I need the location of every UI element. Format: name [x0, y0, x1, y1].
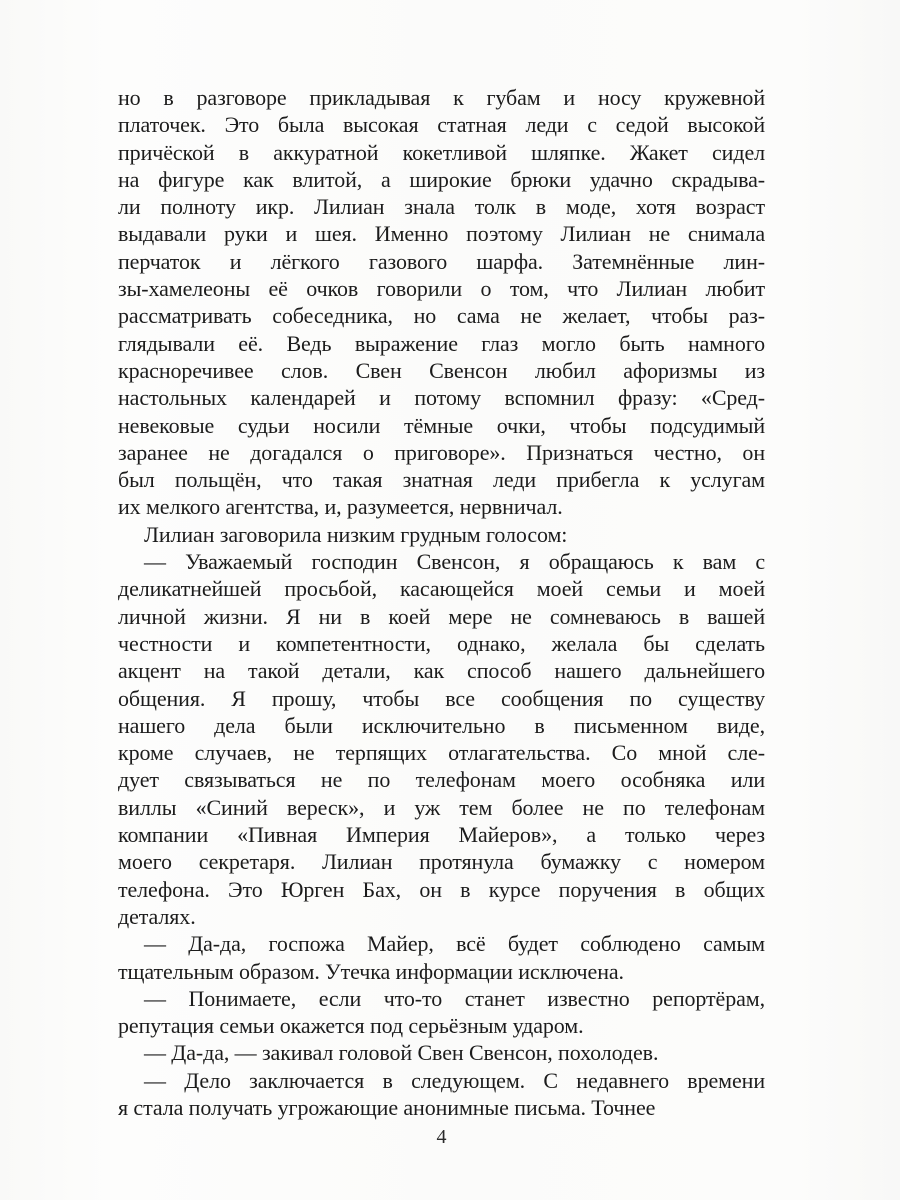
text-line: рассматривать собеседника, но сама не желает, чтобы раз- [118, 303, 765, 329]
text-line: акцент на такой детали, как способ нашего дальнейшего [118, 658, 765, 684]
text-line: — Уважаемый господин Свенсон, я обращаюсь к вам с [144, 549, 765, 575]
text-line: невековые судьи носили тёмные очки, чтобы подсудимый [118, 412, 765, 438]
paragraph [118, 985, 765, 1040]
page-text-block [118, 84, 765, 1121]
text-line: настольных календарей и потому вспомнил фразу: «Сред- [118, 385, 765, 411]
text-line: на фигуре как влитой, а широкие брюки удачно скрадыва- [118, 166, 765, 192]
text-line: тщательным образом. Утечка информации исключена. [118, 958, 624, 984]
text-line: — Да-да, — закивал головой Свен Свенсон, похолодев. [144, 1040, 659, 1066]
text-line: нашего дела были исключительно в письменном виде, [118, 712, 765, 738]
text-line: телефона. Это Юрген Бах, он в курсе поручения в общих [118, 876, 765, 902]
page-number: 4 [436, 1126, 447, 1148]
paragraph [118, 84, 765, 521]
text-line: компании «Пивная Империя Майеров», а только через [118, 822, 765, 848]
text-line: платочек. Это была высокая статная леди с седой высокой [118, 112, 765, 138]
paragraph [118, 1039, 765, 1066]
text-line: общения. Я прошу, чтобы все сообщения по существу [118, 685, 765, 711]
text-line: личной жизни. Я ни в коей мере не сомневаюсь в вашей [118, 603, 765, 629]
text-line: причёской в аккуратной кокетливой шляпке. Жакет сидел [118, 139, 765, 165]
text-line: глядывали её. Ведь выражение глаз могло быть намного [118, 330, 765, 356]
text-line: кроме случаев, не терпящих отлагательства. Со мной сле- [118, 740, 765, 766]
paragraph [118, 1067, 765, 1122]
text-line: честности и компетентности, однако, желала бы сделать [118, 630, 765, 656]
text-line: деликатнейшей просьбой, касающейся моей семьи и моей [118, 576, 765, 602]
text-line: моего секретаря. Лилиан протянула бумажку с номером [118, 849, 765, 875]
text-line: — Да-да, госпожа Майер, всё будет соблюдено самым [144, 931, 765, 957]
text-line: заранее не догадался о приговоре». Признаться честно, он [118, 439, 765, 465]
text-line: дует связываться не по телефонам моего особняка или [118, 767, 765, 793]
text-line: — Понимаете, если что-то станет известно репортёрам, [144, 985, 765, 1011]
text-line: виллы «Синий вереск», и уж тем более не по телефонам [118, 794, 765, 820]
text-line: перчаток и лёгкого газового шарфа. Затемнённые лин- [118, 248, 765, 274]
paragraph [118, 548, 765, 930]
text-line: но в разговоре прикладывая к губам и носу кружевной [118, 85, 765, 110]
text-line: ли полноту икр. Лилиан знала толк в моде, хотя возраст [118, 194, 765, 220]
text-line: репутация семьи окажется под серьёзным ударом. [118, 1013, 584, 1039]
text-line: Лилиан заговорила низким грудным голосом: [144, 521, 568, 547]
text-line: был польщён, что такая знатная леди прибегла к услугам [118, 467, 765, 493]
text-line: деталях. [118, 903, 196, 929]
text-line: я стала получать угрожающие анонимные письма. Точнее [118, 1094, 656, 1120]
text-line: красноречивее слов. Свен Свенсон любил афоризмы из [118, 357, 765, 383]
text-line: их мелкого агентства, и, разумеется, нервничал. [118, 494, 563, 520]
text-line: — Дело заключается в следующем. С недавнего времени [144, 1067, 765, 1093]
paragraph [118, 930, 765, 985]
paragraph [118, 521, 765, 548]
text-line: зы-хамелеоны её очков говорили о том, что Лилиан любит [118, 276, 765, 302]
text-line: выдавали руки и шея. Именно поэтому Лилиан не снимала [118, 221, 765, 247]
